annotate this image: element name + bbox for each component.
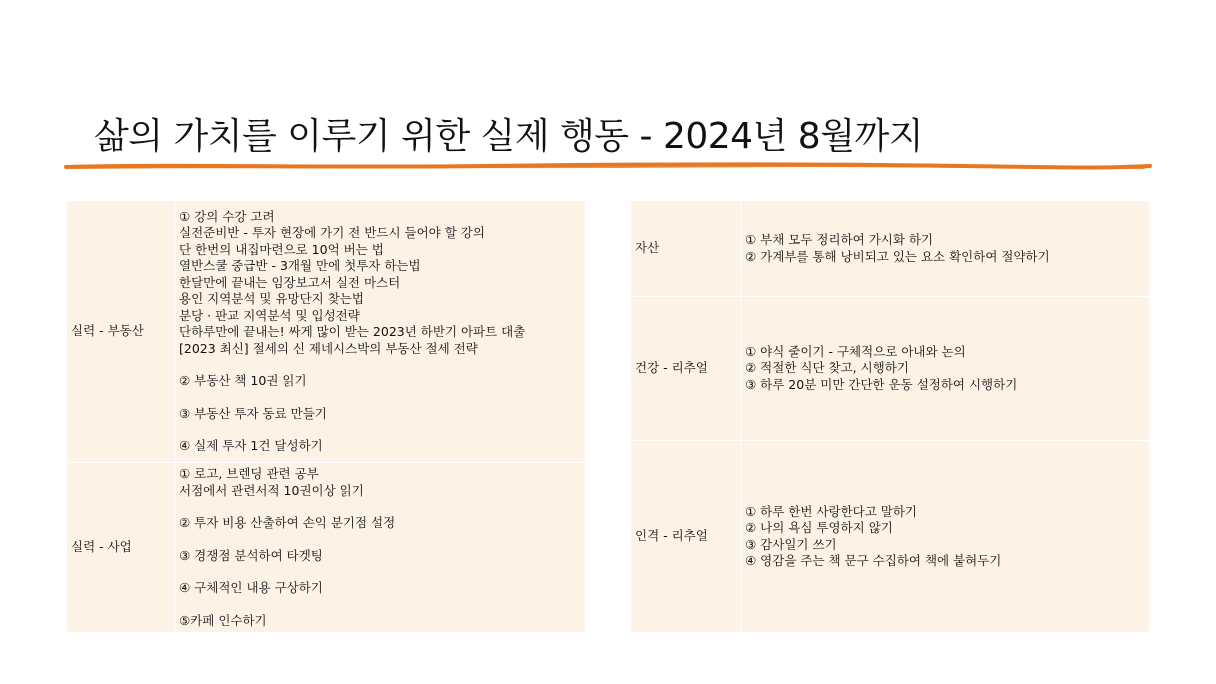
title-underline [64, 158, 1154, 174]
list-item: ④ 구체적인 내용 구상하기 [179, 580, 323, 595]
table-row [631, 441, 1150, 633]
list-item: 한달만에 끝내는 임장보고서 실전 마스터 [179, 274, 401, 290]
table-row [67, 463, 586, 633]
row-label: 인격 - 리추얼 [631, 441, 741, 633]
goals-table-right [630, 200, 1150, 633]
list-item: ② 부동산 책 10권 읽기 [179, 373, 307, 388]
table-row [67, 201, 586, 463]
list-item: 용인 지역분석 및 유망단지 찾는법 [179, 291, 364, 306]
list-item: ⑤카페 인수하기 [179, 612, 267, 628]
list-item: ② 적절한 식단 찾고, 시행하기 [745, 360, 909, 376]
list-item: 실전준비반 - 투자 현장에 가기 전 반드시 들어야 할 강의 [179, 225, 485, 240]
list-item: 단하루만에 끝내는! 싸게 많이 받는 2023년 하반기 아파트 대출 [179, 324, 526, 339]
row-content [741, 297, 1150, 441]
goals-table-left [66, 200, 586, 633]
list-item: 서점에서 관련서적 10권이상 읽기 [179, 482, 364, 498]
list-item: ② 가계부를 통해 낭비되고 있는 요소 확인하여 절약하기 [745, 248, 1050, 264]
list-item: ① 야식 줄이기 - 구체적으로 아내와 논의 [745, 343, 966, 359]
list-item: ② 투자 비용 산출하여 손익 분기점 설정 [179, 515, 396, 530]
list-item: ③ 하루 20분 미만 간단한 운동 설정하여 시행하기 [745, 376, 1018, 392]
list-item: ① 강의 수강 고려 [179, 208, 275, 224]
table-row [631, 201, 1150, 297]
list-item: ③ 경쟁점 분석하여 타겟팅 [179, 547, 323, 563]
spacer [179, 564, 579, 580]
spacer [179, 499, 579, 515]
list-item: ① 하루 한번 사랑한다고 말하기 [745, 503, 918, 519]
list-item: ④ 실제 투자 1건 달성하기 [179, 438, 323, 453]
table-row [631, 297, 1150, 441]
row-label: 자산 [631, 201, 741, 297]
list-item: ② 나의 욕심 투영하지 않기 [745, 520, 893, 535]
row-content [741, 441, 1150, 633]
list-item: ④ 영감을 주는 책 문구 수집하여 책에 붙혀두기 [745, 553, 1002, 568]
list-item: 열반스쿨 중급반 - 3개월 만에 첫투자 하는법 [179, 258, 421, 273]
row-content [741, 201, 1150, 297]
slide-title: 삶의 가치를 이루기 위한 실제 행동 - 2024년 8월까지 [94, 116, 924, 157]
list-item: 단 한번의 내집마련으로 10억 버는 법 [179, 241, 384, 257]
spacer [179, 422, 579, 438]
spacer [179, 390, 579, 406]
list-item: ③ 부동산 투자 동료 만들기 [179, 405, 327, 421]
spacer [179, 597, 579, 613]
row-label: 실력 - 사업 [67, 463, 175, 633]
spacer [179, 357, 579, 373]
list-item: ③ 감사일기 쓰기 [745, 536, 837, 552]
spacer [179, 532, 579, 548]
list-item: [2023 최신] 절세의 신 제네시스박의 부동산 절세 전략 [179, 340, 478, 356]
list-item: ① 부채 모두 정리하여 가시화 하기 [745, 232, 934, 247]
list-item: ① 로고, 브렌딩 관련 공부 [179, 466, 319, 481]
row-label: 건강 - 리추얼 [631, 297, 741, 441]
row-content [175, 201, 586, 463]
list-item: 분당 · 판교 지역분석 및 입성전략 [179, 307, 360, 323]
row-content [175, 463, 586, 633]
row-label: 실력 - 부동산 [67, 201, 175, 463]
